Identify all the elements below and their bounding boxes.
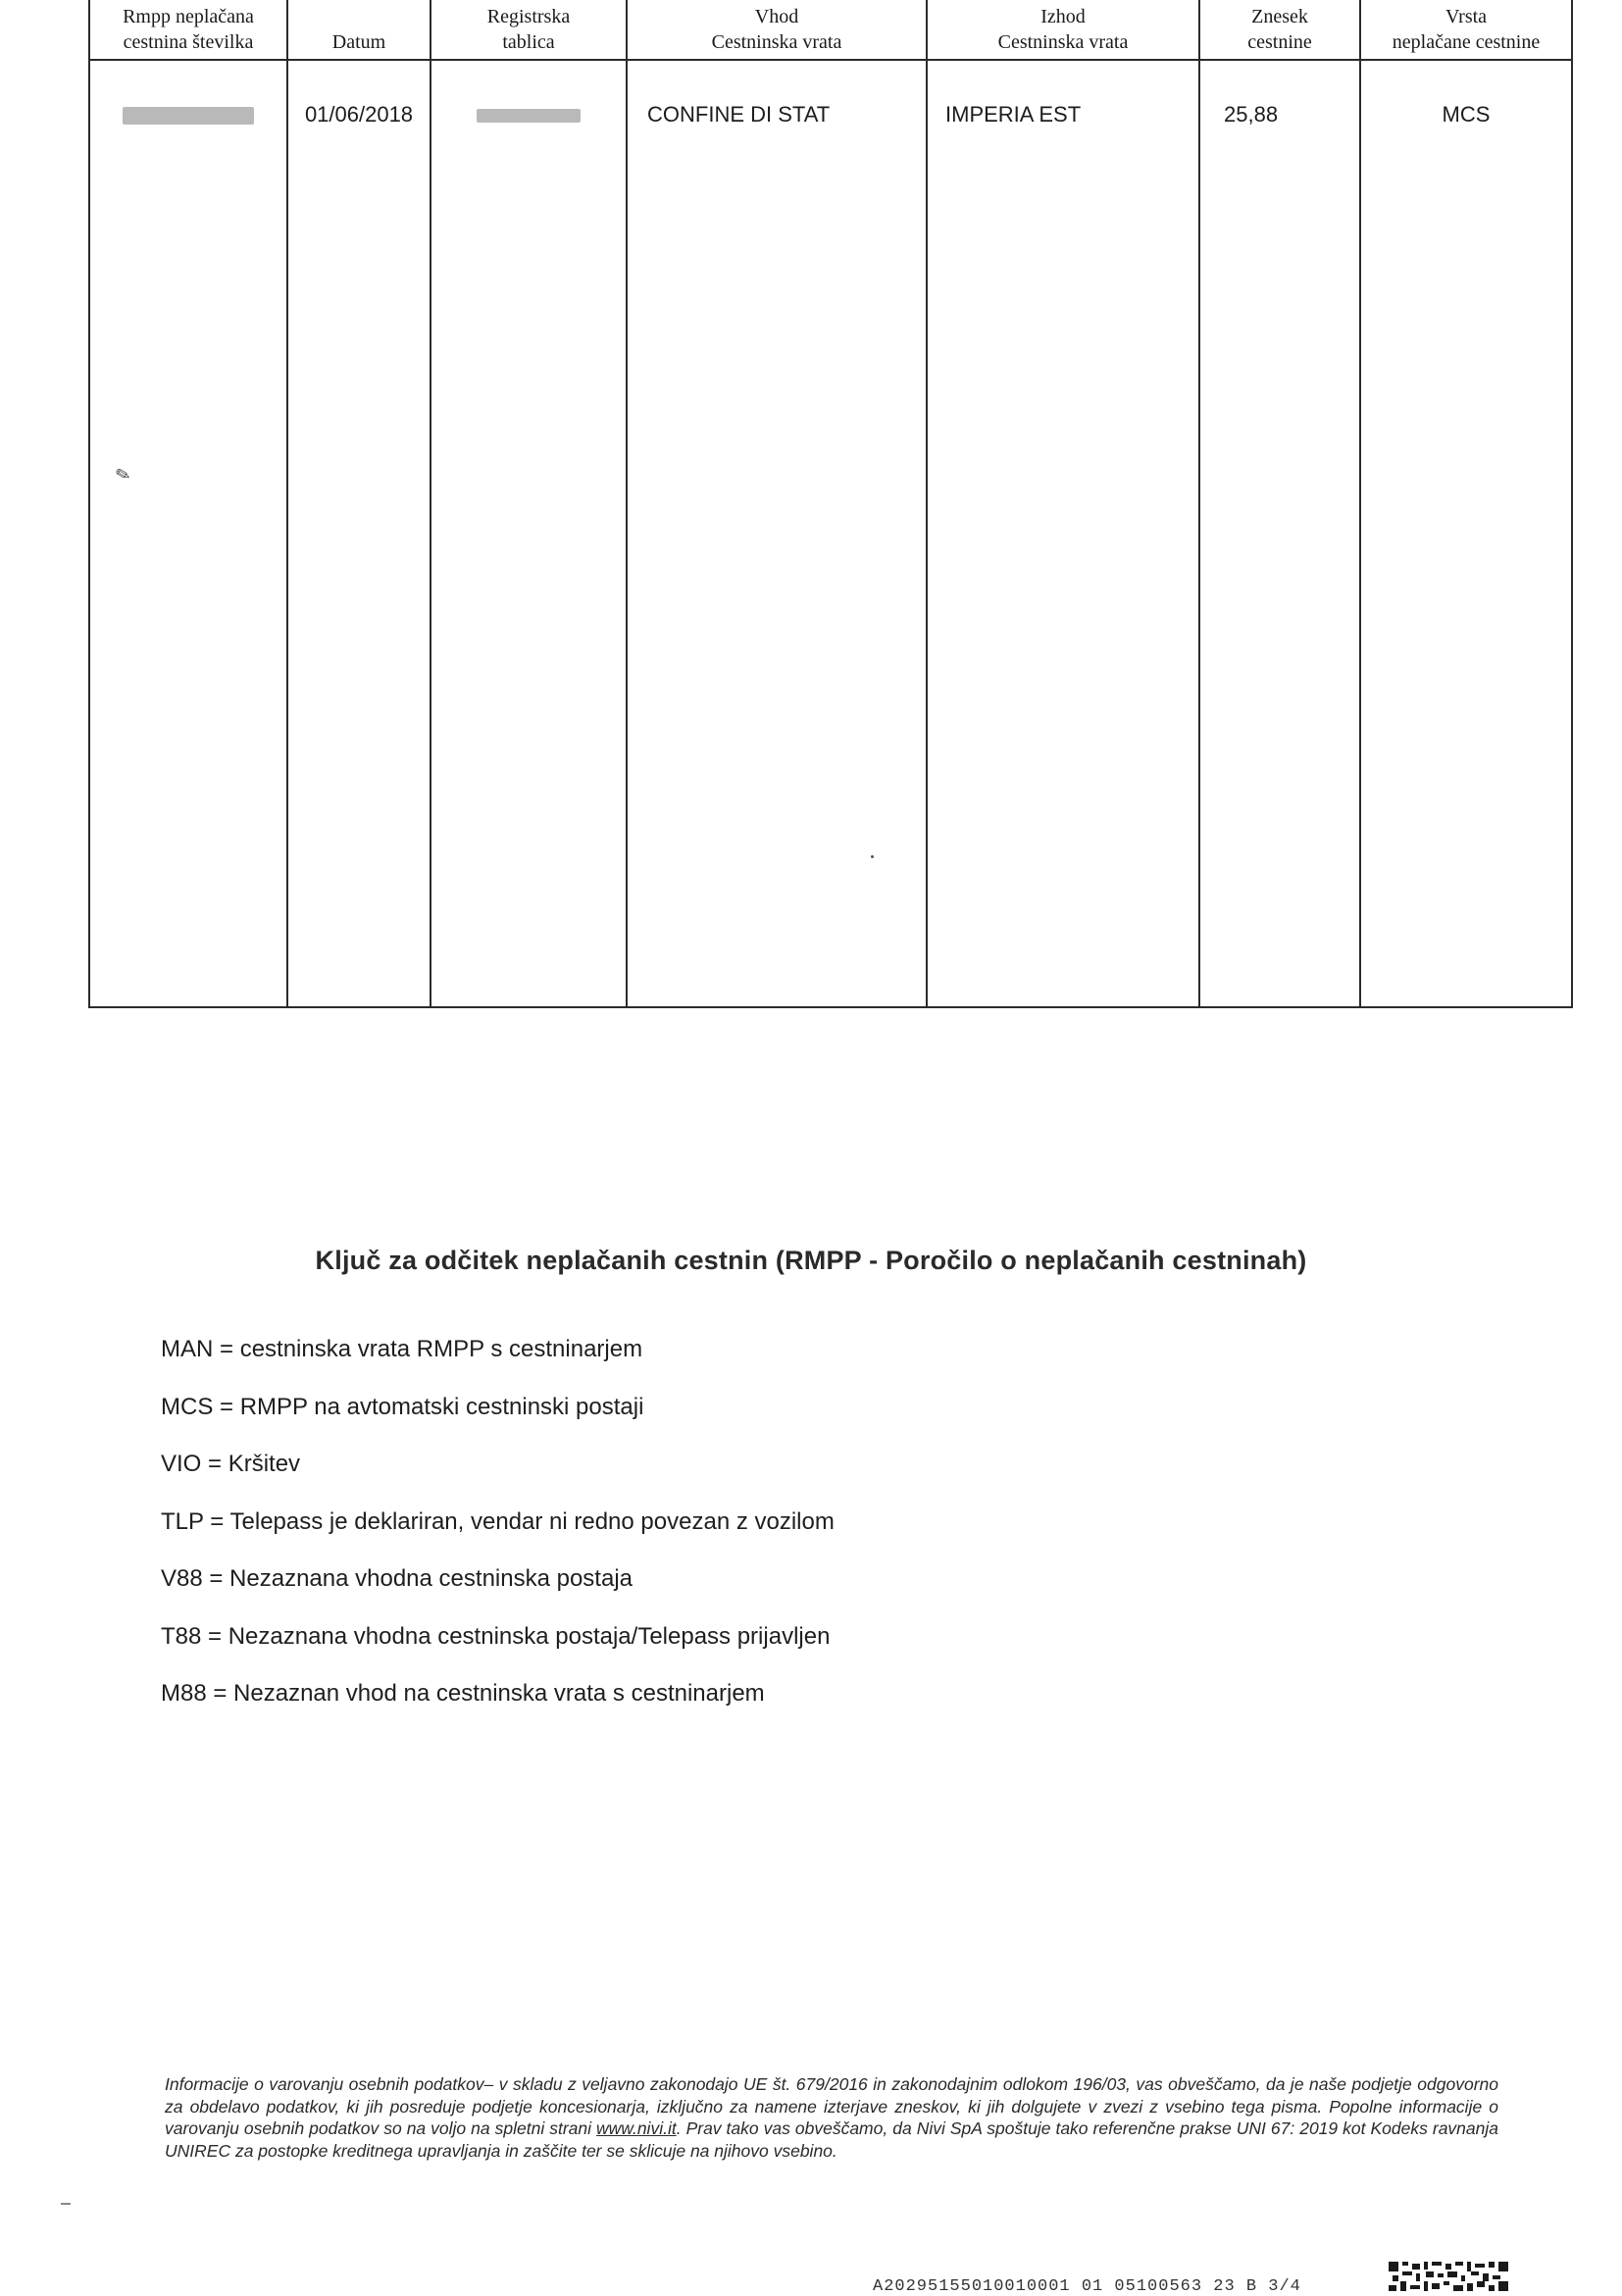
cell-vrsta: MCS bbox=[1442, 102, 1491, 127]
column-header-znesek: Znesek cestnine bbox=[1200, 0, 1359, 61]
key-item-tlp: TLP = Telepass je deklariran, vendar ni redno povezan z vozilom bbox=[161, 1507, 835, 1535]
cell-vhod: CONFINE DI STAT bbox=[647, 102, 831, 127]
column-rmpp bbox=[90, 0, 288, 1006]
cell-izhod: IMPERIA EST bbox=[945, 102, 1082, 127]
website-link[interactable]: www.nivi.it bbox=[596, 2118, 677, 2138]
privacy-notice: Informacije o varovanju osebnih podatkov– v skladu z veljavno zakonodajo UE št. 679/2016 in zakonodajnim odlokom 196/03, vas obveščamo, da je naše podjetje odgovorno za obdelavo podatkov, ki jih posreduje podjetje koncesionarja, izključno za namene izterjave zneskov, ki jih dolgujete v zvezi z vsebino tega pisma. Popolne informacije o varovanju osebnih podatkov so na voljo na spletni strani www.nivi.it. Prav tako vas obveščamo, da Nivi SpA spoštuje tako referenčne prakse UNI 67: 2019 kot Kodeks ravnanja UNIREC za postopke kreditnega upravljanja in zaščite ter se sklicuje na njihovo vsebino. bbox=[165, 2074, 1498, 2161]
cell-plate-redacted bbox=[431, 102, 626, 128]
document-barcode-number: A20295155010010001 01 05100563 23 B 3/4 bbox=[873, 2277, 1301, 2296]
column-header-vhod: Vhod Cestninska vrata bbox=[628, 0, 926, 61]
cell-znesek: 25,88 bbox=[1224, 102, 1279, 127]
column-vhod bbox=[628, 0, 928, 1006]
key-item-man: MAN = cestninska vrata RMPP s cestninarjem bbox=[161, 1336, 643, 1362]
redaction-bar bbox=[123, 107, 254, 125]
column-znesek bbox=[1200, 0, 1361, 1006]
key-item-vio: VIO = Kršitev bbox=[161, 1451, 301, 1477]
redaction-bar bbox=[477, 109, 581, 123]
column-header-rmpp: Rmpp neplačana cestnina številka bbox=[90, 0, 286, 61]
column-header-datum: Datum bbox=[288, 0, 430, 61]
scan-artifact-line bbox=[61, 2203, 71, 2205]
column-header-vrsta: Vrsta neplačane cestnine bbox=[1361, 0, 1571, 61]
key-item-m88: M88 = Nezaznan vhod na cestninska vrata s cestninarjem bbox=[161, 1680, 765, 1707]
key-item-t88: T88 = Nezaznana vhodna cestninska postaja/Telepass prijavljen bbox=[161, 1622, 831, 1650]
key-item-v88: V88 = Nezaznana vhodna cestninska postaja bbox=[161, 1565, 633, 1592]
qr-code-icon bbox=[1387, 2260, 1510, 2293]
key-item-mcs: MCS = RMPP na avtomatski cestninski postaji bbox=[161, 1393, 644, 1420]
scan-artifact-dot bbox=[871, 855, 874, 858]
column-tablica bbox=[431, 0, 628, 1006]
cell-datum: 01/06/2018 bbox=[304, 102, 414, 127]
column-header-izhod: Izhod Cestninska vrata bbox=[928, 0, 1198, 61]
column-izhod bbox=[928, 0, 1200, 1006]
column-header-tablica: Registrska tablica bbox=[431, 0, 626, 61]
scan-artifact-mark: ✎ bbox=[113, 463, 133, 486]
column-datum bbox=[288, 0, 431, 1006]
unpaid-toll-table bbox=[88, 0, 1573, 1008]
cell-rmpp-number-redacted bbox=[90, 102, 286, 128]
key-list bbox=[161, 1336, 835, 1738]
column-vrsta bbox=[1361, 0, 1571, 1006]
key-title: Ključ za odčitek neplačanih cestnin (RMPP - Poročilo o neplačanih cestninah) bbox=[315, 1246, 1307, 1275]
